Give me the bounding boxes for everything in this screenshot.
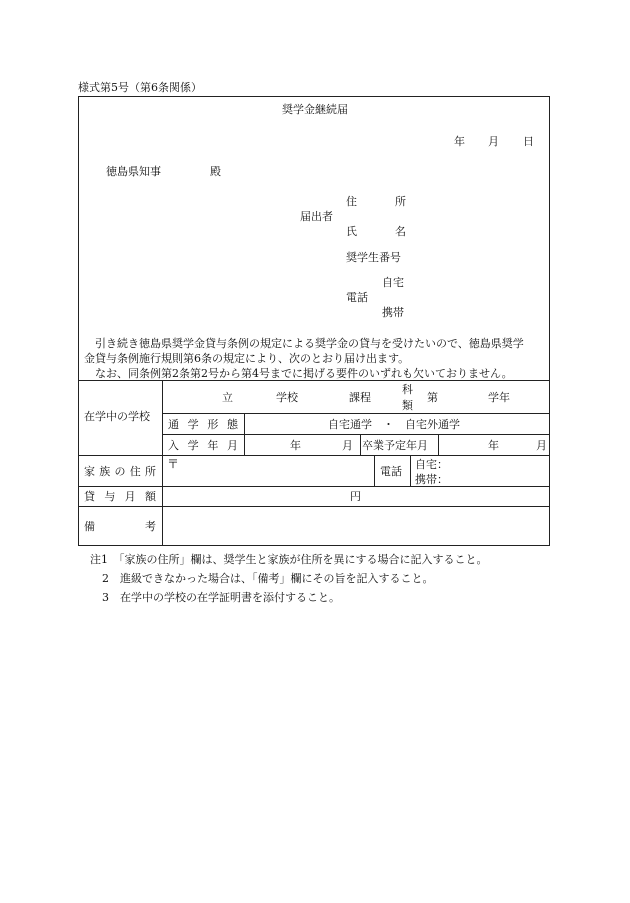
row-divider-remarks [78,506,550,507]
date-year: 年 [454,135,465,148]
school-gakko: 学校 [276,391,298,404]
enroll-label-char: 学 [187,439,199,452]
note-2: 2 進級できなかった場合は、「備考」欄にその旨を記入すること。 [102,572,434,585]
table-top-border [78,380,550,381]
remarks-label [84,521,156,532]
row-divider-enroll [162,434,550,435]
family-phone-label: 電話 [380,465,402,478]
applicant-name-label-1: 氏 [346,225,357,238]
form-frame [78,96,550,546]
postal-mark: 〒 [167,457,180,471]
commute-label-char: 学 [187,418,199,431]
commute-label-char: 態 [226,418,238,431]
commute-label [168,419,238,430]
loan-label-char: 貸 [84,490,95,503]
family-label-char: の [114,465,126,478]
applicant-address-label-1: 住 [346,195,357,208]
body-paragraph [84,336,546,381]
body-line-1: 引き続き徳島県奨学金貸与条例の規定による奨学金の貸与を受けたいので、徳島県奨学 [95,337,524,350]
school-ka: 科 [402,383,413,396]
row-divider-family [78,455,550,456]
grad-year: 年 [488,439,499,452]
applicant-name-label-2: 名 [395,225,406,238]
body-line-2: 金貸与条例施行規則第6条の規定により、次のとおり届け出ます。 [84,352,410,365]
remarks-label-char: 考 [145,520,156,533]
enroll-grad-divider [360,434,361,455]
school-dai: 第 [427,391,438,404]
row-divider-loan [78,486,550,487]
date-day: 日 [523,135,534,148]
remarks-label-char: 備 [84,520,95,533]
addressee-honorific: 殿 [210,165,221,178]
school-katei: 課程 [349,391,371,404]
family-phone-home: 自宅： [415,458,448,471]
row-divider-commute [162,413,550,414]
form-title: 奨学金継続届 [282,103,348,116]
date-month: 月 [488,135,499,148]
grad-month: 月 [536,439,547,452]
family-label-char: 所 [145,465,156,478]
family-phone-mobile: 携帯： [415,473,448,486]
family-label-char: 族 [99,465,111,478]
applicant-label: 届出者 [300,210,333,223]
enroll-year: 年 [290,439,301,452]
loan-label-char: 月 [124,490,136,503]
family-label [84,466,156,477]
enroll-label [168,440,238,451]
grad-label: 卒業予定年月 [362,439,428,452]
applicant-address-label-2: 所 [395,195,406,208]
commute-value-divider [244,413,245,455]
note-1: 注1 「家族の住所」欄は、奨学生と家族が住所を異にする場合に記入すること。 [90,553,488,566]
family-phone-divider-1 [374,455,375,486]
enroll-month: 月 [342,439,353,452]
commute-label-char: 形 [207,418,219,431]
enroll-label-char: 年 [207,439,219,452]
loan-label-char: 与 [104,490,116,503]
enroll-label-char: 入 [168,439,179,452]
commute-label-char: 通 [168,418,179,431]
note-3: 3 在学中の学校の在学証明書を添付すること。 [102,591,340,604]
addressee-name: 徳島県知事 [106,165,161,178]
form-number: 様式第5号（第6条関係） [78,81,202,94]
school-gakunen: 学年 [488,391,510,404]
grad-value-divider [438,434,439,455]
body-line-3: なお、同条例第2条第2号から第4号までに掲げる要件のいずれも欠いておりません。 [95,367,513,380]
school-ritsu: 立 [222,391,233,404]
loan-label [84,491,156,502]
family-label-char: 家 [84,465,95,478]
label-column-divider [162,380,163,546]
phone-home-label: 自宅 [382,276,404,289]
phone-mobile-label: 携帯 [382,306,404,319]
commute-value: 自宅通学 ・ 自宅外通学 [328,418,460,431]
phone-label: 電話 [346,291,368,304]
enroll-label-char: 月 [226,439,238,452]
student-number-label: 奨学生番号 [346,251,401,264]
family-label-char: 住 [129,465,141,478]
loan-unit: 円 [350,490,361,503]
family-phone-divider-2 [410,455,411,486]
school-rui: 類 [402,399,413,412]
loan-label-char: 額 [144,490,156,503]
school-label: 在学中の学校 [84,410,150,423]
